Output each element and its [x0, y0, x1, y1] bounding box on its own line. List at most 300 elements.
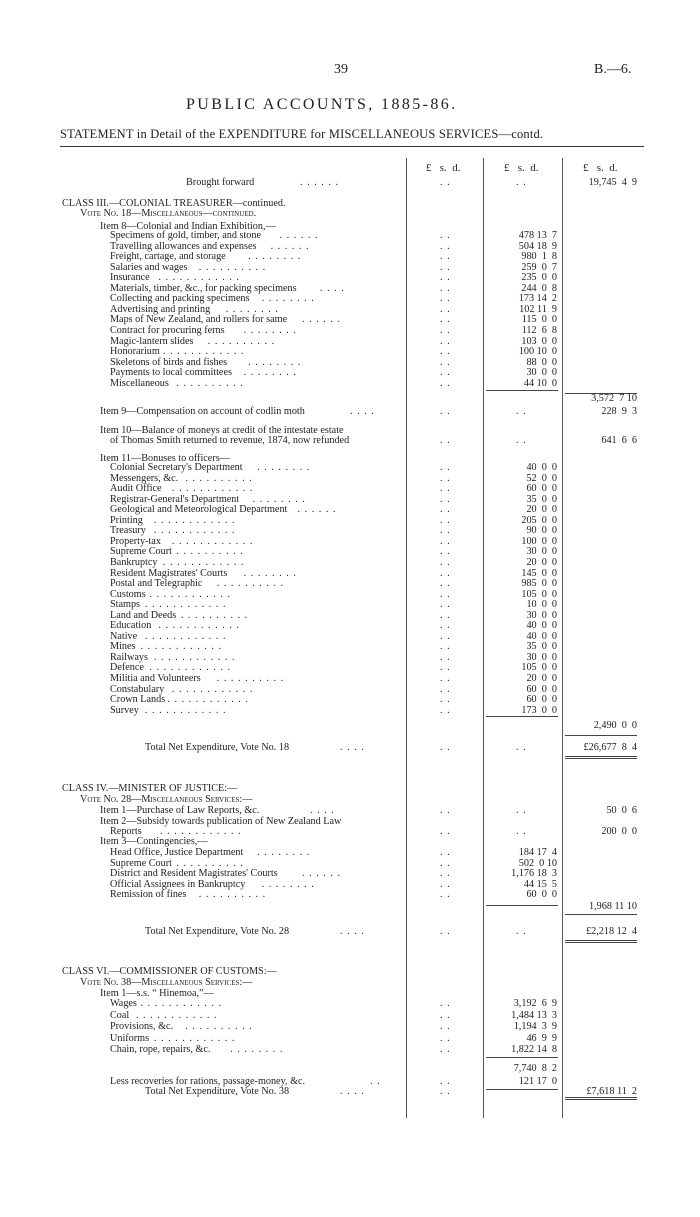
rule-line	[486, 1089, 558, 1090]
row-label: Survey	[110, 704, 139, 716]
row-label: Treasury	[110, 525, 146, 537]
leader-dots: . . . . . . . . . . . .	[153, 651, 236, 663]
leader-dots: . . . . . .	[302, 868, 342, 880]
row-label: Reports	[110, 826, 142, 837]
leader-dots: . . . . . . . . . . . .	[149, 588, 231, 600]
column-dots: . .	[440, 472, 451, 484]
column-dots: . .	[440, 857, 451, 869]
total-cell: 2,490 0 0	[593, 720, 637, 731]
leader-dots: . . . . . . . .	[248, 356, 302, 368]
amount-cell: 30 0 0	[526, 609, 557, 621]
column-dots: . .	[516, 177, 527, 188]
row-label: Property-tax	[110, 535, 161, 547]
amount-cell: 60 0 0	[526, 694, 557, 706]
row-label: Supreme Court	[110, 857, 172, 869]
amount-cell: 504 18 9	[518, 240, 557, 252]
amount-cell: 35 0 0	[526, 493, 557, 505]
row-label: Militia and Volunteers	[110, 673, 201, 684]
leader-dots: . . . .	[310, 805, 335, 816]
column-dots: . .	[516, 826, 527, 837]
column-dots: . .	[440, 177, 451, 188]
leader-dots: . . . . . . . . . .	[198, 261, 267, 273]
row-label: Miscellaneous	[110, 377, 169, 389]
expense-row	[0, 357, 700, 368]
amount-cell: 44 15 5	[523, 878, 557, 890]
document-reference: B.—6.	[594, 62, 632, 77]
row-label: Specimens of gold, timber, and stone	[110, 230, 261, 241]
row-label: Freight, cartage, and storage	[110, 251, 226, 263]
leader-dots: . . . . . . . . . .	[180, 609, 249, 621]
column-header-2: £ s. d.	[504, 162, 539, 174]
vote-total-row	[0, 1086, 700, 1097]
column-dots: . .	[440, 1044, 451, 1055]
amount-cell: 103 0 0	[521, 335, 557, 347]
bonus-row	[0, 536, 700, 547]
row-label: Colonial Secretary's Department	[110, 462, 243, 473]
vote-total-row	[0, 742, 700, 753]
leader-dots: . . . . . . . .	[261, 293, 315, 305]
contingency-row	[0, 889, 700, 900]
rule-line	[486, 390, 558, 391]
column-dots: . .	[440, 889, 451, 901]
column-dots: . .	[440, 346, 451, 358]
column-dots: . .	[440, 847, 451, 858]
column-header-1: £ s. d.	[426, 162, 461, 174]
leader-dots: . . . . . . . . . . . .	[160, 826, 242, 837]
bonus-row	[0, 641, 700, 652]
row-label: Total Net Expenditure, Vote No. 28	[145, 926, 290, 937]
row-label: Provisions, &c.	[110, 1021, 174, 1032]
item-row	[0, 805, 700, 816]
amount-cell: 40 0 0	[526, 462, 557, 473]
column-dots: . .	[440, 826, 451, 837]
leader-dots: . .	[370, 1076, 381, 1087]
leader-dots: . . . . . . . . . . . .	[149, 662, 231, 674]
row-label: Salaries and wages	[110, 261, 188, 273]
leader-dots: . . . . . . . . . . . .	[167, 694, 249, 706]
amount-cell: 184 17 4	[518, 847, 557, 858]
leader-dots: . . . . . . . . . .	[216, 673, 285, 684]
amount-cell: 10 0 0	[526, 599, 557, 611]
bonus-row	[0, 494, 700, 505]
expense-row	[0, 283, 700, 294]
column-dots: . .	[440, 230, 451, 241]
amount-cell: 7,740 8 2	[513, 1063, 557, 1074]
expense-row	[0, 230, 700, 241]
row-label: Resident Magistrates' Courts	[110, 567, 228, 579]
amount-cell: 102 11 9	[519, 303, 557, 315]
column-dots: . .	[440, 1009, 451, 1021]
amount-cell: 1,822 14 8	[511, 1044, 557, 1055]
amount-cell: 88 0 0	[526, 356, 557, 368]
amount-cell: 20 0 0	[526, 504, 557, 516]
leader-dots: . . . . . . . . . .	[207, 335, 276, 347]
amount-cell: 112 6 8	[521, 324, 557, 336]
amount-cell: 121 17 0	[518, 1076, 557, 1087]
leader-dots: . . . .	[340, 742, 365, 753]
leader-dots: . . . . . . . . . . . .	[162, 556, 245, 568]
total-cell: 19,745 4 9	[588, 177, 637, 188]
expense-row	[0, 336, 700, 347]
row-label: Honorarium	[110, 346, 160, 358]
amount-cell: 52 0 0	[526, 472, 557, 484]
row-label: Item 1—Purchase of Law Reports, &c.	[100, 805, 260, 816]
subtotal-row	[0, 720, 700, 731]
row-label: Railways	[110, 651, 148, 663]
column-dots: . .	[440, 926, 451, 937]
bonus-row	[0, 525, 700, 536]
amount-cell: 205 0 0	[521, 514, 557, 526]
leader-dots: . . . . . . . . . . . .	[158, 620, 240, 632]
subtotal-row	[0, 393, 700, 404]
row-label: Land and Deeds	[110, 609, 177, 621]
leader-dots: . . . . . . . . . . . .	[153, 514, 236, 526]
column-dots: . .	[440, 742, 451, 753]
leader-dots: . . . . . . . . . . . .	[171, 483, 254, 495]
column-dots: . .	[440, 641, 451, 653]
row-label: Maps of New Zealand, and rollers for same	[110, 314, 288, 326]
row-label: Item 3—Contingencies,—	[100, 836, 208, 847]
amount-cell: 60 0 0	[526, 483, 557, 495]
leader-dots: . . . . . . . . . . . .	[144, 704, 227, 716]
bonus-row	[0, 589, 700, 600]
row-label: Advertising and printing	[110, 303, 211, 315]
column-dots: . .	[440, 609, 451, 621]
bonus-row	[0, 705, 700, 716]
leader-dots: . . . . . . . .	[248, 251, 302, 263]
vote-heading	[0, 208, 700, 219]
total-cell: 641 6 6	[601, 435, 637, 446]
row-label: Geological and Meteorological Department	[110, 504, 288, 516]
amount-cell: 46 9 9	[526, 1032, 557, 1044]
leader-dots: . . . . . . . . . . . .	[162, 346, 245, 358]
column-dots: . .	[440, 620, 451, 632]
amount-cell: 35 0 0	[526, 641, 557, 653]
expense-row	[0, 378, 700, 389]
amount-cell: 105 0 0	[521, 662, 557, 674]
leader-dots: . . . . . . . . . .	[216, 578, 285, 590]
page-title: PUBLIC ACCOUNTS, 1885-86.	[186, 96, 458, 113]
rule-line	[565, 940, 637, 943]
column-dots: . .	[440, 261, 451, 273]
row-label: Bankruptcy	[110, 556, 158, 568]
rule-line	[565, 756, 637, 759]
expense-row	[0, 314, 700, 325]
row-label: Coal	[110, 1009, 130, 1021]
column-dots: . .	[440, 1076, 451, 1087]
expense-row	[0, 325, 700, 336]
bonus-row	[0, 462, 700, 473]
row-label: Total Net Expenditure, Vote No. 18	[145, 742, 290, 753]
leader-dots: . . . . . . . .	[225, 303, 279, 315]
bonus-row	[0, 473, 700, 484]
subtotal-row	[0, 1063, 700, 1074]
row-label: District and Resident Magistrates' Courts	[110, 868, 278, 880]
column-dots: . .	[440, 462, 451, 473]
brought-forward-row	[0, 177, 700, 188]
column-dots: . .	[440, 514, 451, 526]
row-label: Item 1—s.s. “ Hinemoa,”—	[100, 988, 214, 999]
column-dots: . .	[440, 314, 451, 326]
amount-cell: 20 0 0	[526, 556, 557, 568]
amount-cell: 100 0 0	[521, 535, 557, 547]
row-label: Insurance	[110, 272, 150, 284]
column-dots: . .	[440, 998, 451, 1009]
vote-heading	[0, 977, 700, 988]
row-label: CLASS VI.—COMMISSIONER OF CUSTOMS:—	[62, 966, 277, 977]
amount-cell: 1,484 13 3	[511, 1009, 557, 1021]
column-dots: . .	[440, 493, 451, 505]
column-dots: . .	[440, 504, 451, 516]
expense-row	[0, 346, 700, 357]
bonus-row	[0, 673, 700, 684]
leader-dots: . . . . . . . . . . . .	[140, 641, 223, 653]
expense-row	[0, 241, 700, 252]
column-dots: . .	[440, 377, 451, 389]
amount-cell: 40 0 0	[526, 630, 557, 642]
column-dots: . .	[440, 535, 451, 547]
column-dots: . .	[440, 324, 451, 336]
statement-subtitle: STATEMENT in Detail of the EXPENDITURE for MISCELLANEOUS SERVICES—contd.	[60, 127, 544, 141]
amount-cell: 60 0 0	[526, 683, 557, 695]
class-heading	[0, 783, 700, 794]
total-cell: 228 9 3	[601, 406, 637, 417]
rule-line	[486, 716, 558, 717]
item-row	[0, 406, 700, 417]
column-dots: . .	[440, 303, 451, 315]
leader-dots: . . . . . . . . . . . .	[153, 1032, 236, 1044]
row-label: of Thomas Smith returned to revenue, 1874, now refunded	[110, 435, 350, 446]
row-label: Postal and Telegraphic	[110, 578, 203, 590]
bonus-row	[0, 684, 700, 695]
row-label: Total Net Expenditure, Vote No. 38	[145, 1086, 290, 1097]
hinemoa-row	[0, 998, 700, 1009]
row-label: Chain, rope, repairs, &c.	[110, 1044, 211, 1055]
column-dots: . .	[440, 435, 451, 446]
row-label: Audit Office	[110, 483, 162, 495]
bonus-row	[0, 662, 700, 673]
row-label: CLASS IV.—MINISTER OF JUSTICE:—	[62, 783, 238, 794]
expense-row	[0, 293, 700, 304]
row-label: Materials, timber, &c., for packing specimens	[110, 282, 297, 294]
row-label: Payments to local committees	[110, 367, 232, 379]
column-dots: . .	[440, 251, 451, 263]
subtotal-row	[0, 901, 700, 912]
row-label: Item 11—Bonuses to officers—	[100, 453, 230, 464]
row-label: Native	[110, 630, 138, 642]
row-label: Item 10—Balance of moneys at credit of the intestate estate	[100, 425, 344, 436]
leader-dots: . . . . . . . . . .	[176, 857, 244, 869]
column-dots: . .	[440, 546, 451, 558]
row-label: Defence	[110, 662, 144, 674]
contingency-row	[0, 858, 700, 869]
row-label: Stamps	[110, 599, 141, 611]
amount-cell: 235 0 0	[521, 272, 557, 284]
amount-cell: 60 0 0	[526, 889, 557, 901]
leader-dots: . . . . . . . .	[257, 462, 311, 473]
rule-line	[565, 735, 637, 736]
amount-cell: 980 1 8	[521, 251, 557, 263]
leader-dots: . . . . . .	[270, 240, 310, 252]
column-dots: . .	[440, 694, 451, 706]
leader-dots: . . . . . .	[297, 504, 337, 516]
amount-cell: 173 0 0	[521, 704, 557, 716]
row-label: Supreme Court	[110, 546, 172, 558]
row-label: Item 8—Colonial and Indian Exhibition,—	[100, 221, 276, 232]
amount-cell: 30 0 0	[526, 651, 557, 663]
column-dots: . .	[440, 556, 451, 568]
row-label: Magic-lantern slides	[110, 335, 194, 347]
amount-cell: 502 0 10	[518, 857, 557, 869]
leader-dots: . . . . . . . . . .	[198, 889, 267, 901]
leader-dots: . . . . . . . . . . . .	[158, 272, 240, 284]
column-dots: . .	[440, 272, 451, 284]
bonus-row	[0, 631, 700, 642]
row-label: Wages	[110, 998, 137, 1009]
total-cell: £7,618 11 2	[586, 1086, 637, 1097]
column-dots: . .	[440, 868, 451, 880]
column-dots: . .	[440, 367, 451, 379]
column-dots: . .	[440, 1086, 451, 1097]
row-label: CLASS III.—COLONIAL TREASURER—continued.	[62, 198, 286, 209]
total-cell: 3,572 7 10	[591, 393, 637, 404]
leader-dots: . . . .	[340, 1086, 365, 1097]
leader-dots: . . . . . . . . . .	[185, 472, 253, 484]
amount-cell: 100 10 0	[518, 346, 557, 358]
leader-dots: . . . . . . . .	[257, 847, 311, 858]
column-dots: . .	[440, 805, 451, 816]
amount-cell: 1,176 18 3	[511, 868, 557, 880]
row-label: Constabulary	[110, 683, 165, 695]
leader-dots: . . . . . . . . . . . .	[171, 535, 254, 547]
leader-dots: . . . . . . . .	[243, 567, 297, 579]
bonus-row	[0, 599, 700, 610]
amount-cell: 145 0 0	[521, 567, 557, 579]
leader-dots: . . . . . . . . . . . .	[140, 998, 223, 1009]
leader-dots: . . . . . . . .	[261, 878, 315, 890]
leader-dots: . . . . . .	[300, 177, 340, 188]
row-label: Travelling allowances and expenses	[110, 240, 257, 252]
column-dots: . .	[440, 406, 451, 417]
amount-cell: 985 0 0	[521, 578, 557, 590]
row-label: Skeletons of birds and fishes	[110, 356, 228, 368]
column-dots: . .	[440, 1032, 451, 1044]
expense-row	[0, 272, 700, 283]
column-dots: . .	[440, 483, 451, 495]
row-label: Head Office, Justice Department	[110, 847, 244, 858]
bonus-row	[0, 578, 700, 589]
vote-total-row	[0, 926, 700, 937]
amount-cell: 173 14 2	[518, 293, 557, 305]
leader-dots: . . . . . .	[279, 230, 319, 241]
amount-cell: 478 13 7	[518, 230, 557, 241]
row-label: Official Assignees in Bankruptcy	[110, 878, 246, 890]
column-dots: . .	[440, 293, 451, 305]
bonus-row	[0, 483, 700, 494]
bonus-row	[0, 652, 700, 663]
column-dots: . .	[440, 662, 451, 674]
leader-dots: . . . .	[340, 926, 365, 937]
amount-cell: 259 0 7	[521, 261, 557, 273]
row-label: Printing	[110, 514, 143, 526]
bonus-row	[0, 694, 700, 705]
expense-row	[0, 251, 700, 262]
row-label: Item 9—Compensation on account of codlin moth	[100, 406, 305, 417]
amount-cell: 44 10 0	[523, 377, 557, 389]
bonus-row	[0, 557, 700, 568]
amount-cell: 1,194 3 9	[513, 1021, 557, 1032]
bonus-row	[0, 568, 700, 579]
bonus-row	[0, 546, 700, 557]
leader-dots: . . . . . . . . . . . .	[171, 683, 254, 695]
column-header-3: £ s. d.	[583, 162, 618, 174]
item-row	[0, 435, 700, 446]
hinemoa-row	[0, 1021, 700, 1032]
hinemoa-row	[0, 1044, 700, 1055]
row-label: Collecting and packing specimens	[110, 293, 250, 305]
total-cell: 200 0 0	[601, 826, 637, 837]
column-dots: . .	[440, 878, 451, 890]
row-label: Crown Lands	[110, 694, 166, 706]
contingency-row	[0, 868, 700, 879]
column-dots: . .	[440, 567, 451, 579]
column-dots: . .	[440, 578, 451, 590]
column-dots: . .	[516, 435, 527, 446]
row-label: Messengers, &c.	[110, 472, 179, 484]
bonus-row	[0, 515, 700, 526]
leader-dots: . . . . . . . . . . . .	[144, 630, 227, 642]
leader-dots: . . . . . . . .	[230, 1044, 284, 1055]
amount-cell: 40 0 0	[526, 620, 557, 632]
amount-cell: 3,192 6 9	[513, 998, 557, 1009]
contingency-row	[0, 879, 700, 890]
vote-heading	[0, 794, 700, 805]
column-dots: . .	[440, 356, 451, 368]
header-rule	[60, 146, 644, 147]
rule-line	[486, 1057, 558, 1058]
amount-cell: 30 0 0	[526, 367, 557, 379]
total-cell: 50 0 6	[606, 805, 637, 816]
row-label: Education	[110, 620, 152, 632]
hinemoa-row	[0, 1010, 700, 1021]
column-dots: . .	[440, 673, 451, 684]
amount-cell: 105 0 0	[521, 588, 557, 600]
amount-cell: 20 0 0	[526, 673, 557, 684]
contingency-row	[0, 847, 700, 858]
row-label: Item 2—Subsidy towards publication of New Zealand Law	[100, 816, 342, 827]
bonus-row	[0, 610, 700, 621]
total-cell: £2,218 12 4	[586, 926, 637, 937]
column-dots: . .	[440, 630, 451, 642]
leader-dots: . . . . . . . . . .	[176, 377, 244, 389]
row-label: Less recoveries for rations, passage-money, &c.	[110, 1076, 306, 1087]
leader-dots: . . . . . . . . . . . .	[144, 599, 227, 611]
column-dots: . .	[516, 926, 527, 937]
leader-dots: . . . . . . . . . . . .	[135, 1009, 218, 1021]
amount-cell: 90 0 0	[526, 525, 557, 537]
column-dots: . .	[440, 1021, 451, 1032]
row-label: Customs	[110, 588, 146, 600]
column-dots: . .	[440, 704, 451, 716]
row-label: Registrar-General's Department	[110, 493, 240, 505]
leader-dots: . . . .	[319, 282, 345, 294]
leader-dots: . . . . . . . . . . . .	[153, 525, 236, 537]
leader-dots: . . . .	[350, 406, 375, 417]
column-dots: . .	[516, 742, 527, 753]
amount-cell: 115 0 0	[521, 314, 557, 326]
column-dots: . .	[440, 651, 451, 663]
total-cell: 1,968 11 10	[588, 901, 637, 912]
